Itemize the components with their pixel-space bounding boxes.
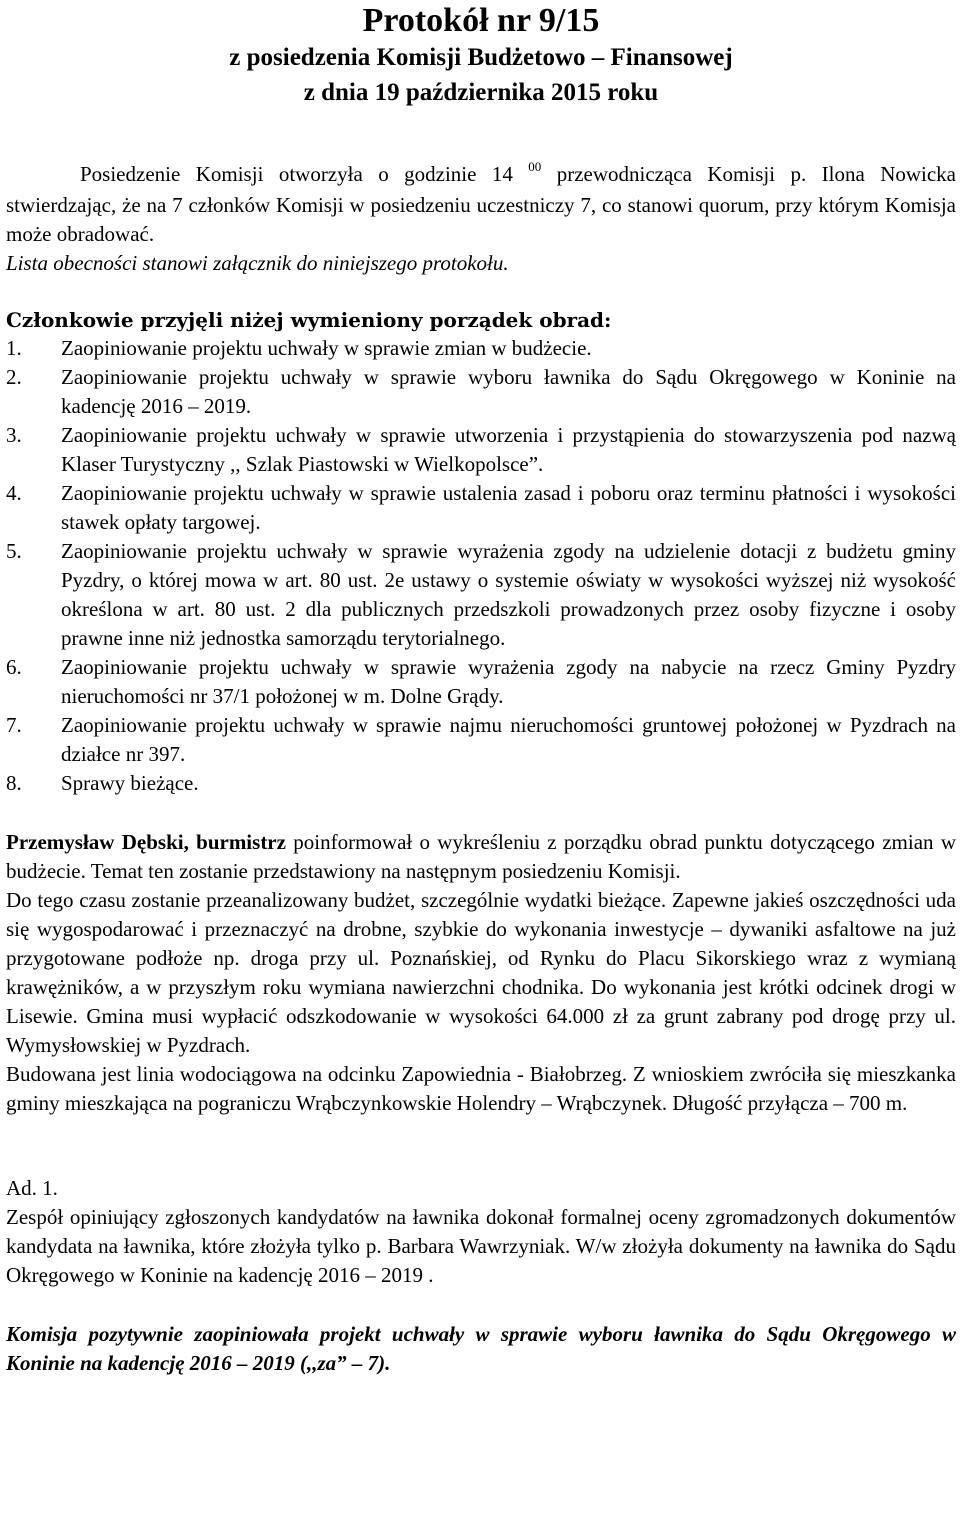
- speaker-name: Przemysław Dębski, burmistrz: [6, 830, 286, 854]
- agenda-item: [6, 537, 956, 653]
- agenda-item: [6, 363, 956, 421]
- agenda-item: [6, 769, 956, 798]
- agenda-item: [6, 421, 956, 479]
- agenda-item: [6, 711, 956, 769]
- agenda-item-number: 8.: [6, 771, 22, 795]
- agenda-item-text: Zaopiniowanie projektu uchwały w sprawie ustalenia zasad i poboru oraz terminu płatności i wysokości stawek opłaty targowej.: [61, 481, 956, 534]
- document-page: [6, 0, 956, 1378]
- ad1-resolution: Komisja pozytywnie zaopiniowała projekt uchwały w sprawie wyboru ławnika do Sądu Okręgowego w Koninie na kadencję 2016 – 2019 (,,za” – 7).: [6, 1322, 956, 1375]
- document-subtitle-date: z dnia 19 października 2015 roku: [303, 79, 659, 106]
- ad1-paragraph: Zespół opiniujący zgłoszonych kandydatów na ławnika dokonał formalnej oceny zgromadzonych dokumentów kandydata na ławnika, które złożyła tylko p. Barbara Wawrzyniak. W/w złożyła dokumenty na ławnika do Sądu Okręgowego w Koninie na kadencję 2016 – 2019 .: [6, 1205, 956, 1287]
- agenda-item-text: Zaopiniowanie projektu uchwały w sprawie wyboru ławnika do Sądu Okręgowego w Koninie na kadencję 2016 – 2019.: [61, 365, 956, 418]
- agenda-item-number: 6.: [6, 655, 22, 679]
- agenda-heading: Członkowie przyjęli niżej wymieniony porządek obrad:: [6, 308, 612, 332]
- opening-text-part2: przewodnicząca Komisji p. Ilona Nowicka stwierdzając, że na 7 członków Komisji w posiedzeniu uczestniczy 7, co stanowi quorum, przy którym Komisja może obradować.: [6, 162, 956, 246]
- document-title: Protokół nr 9/15: [362, 2, 600, 39]
- agenda-item-text: Zaopiniowanie projektu uchwały w sprawie zmian w budżecie.: [61, 336, 592, 360]
- opening-paragraph: [6, 160, 956, 249]
- agenda-item-text: Zaopiniowanie projektu uchwały w sprawie najmu nieruchomości gruntowej położonej w Pyzdrach na działce nr 397.: [61, 713, 956, 766]
- time-superscript: 00: [528, 159, 542, 174]
- budget-analysis-paragraph: Do tego czasu zostanie przeanalizowany budżet, szczególnie wydatki bieżące. Zapewne jakieś oszczędności uda się wygospodarować i przeznaczyć na drobne, szybkie do wykonania inwestycje – dywaniki asfaltowe na już przygotowane podłoże np. droga przy ul. Poznańskiej, od Rynku do Placu Sikorskiego wraz z wymianą krawężników, a w przyszłym roku wymiana nawierzchni chodnika. Do wykonania jest krótki odcinek drogi w Lisewie. Gmina musi wypłacić odszkodowanie w wysokości 64.000 zł za grunt zabrany pod drogę przy ul. Wymysłowskiej w Pyzdrach.: [6, 888, 956, 1057]
- mayor-statement-paragraph: [6, 828, 956, 886]
- agenda-list: [6, 334, 956, 798]
- agenda-item-number: 7.: [6, 713, 22, 737]
- ad1-heading: Ad. 1.: [6, 1176, 58, 1200]
- agenda-item-number: 4.: [6, 481, 22, 505]
- agenda-item-text: Zaopiniowanie projektu uchwały w sprawie wyrażenia zgody na nabycie na rzecz Gminy Pyzdry nieruchomości nr 37/1 położonej w m. Dolne Grądy.: [61, 655, 956, 708]
- agenda-item-number: 2.: [6, 365, 22, 389]
- agenda-item-number: 5.: [6, 539, 22, 563]
- agenda-item-number: 3.: [6, 423, 22, 447]
- agenda-item: [6, 479, 956, 537]
- agenda-item-number: 1.: [6, 336, 22, 360]
- attendance-note: Lista obecności stanowi załącznik do niniejszego protokołu.: [6, 251, 509, 275]
- agenda-item-text: Sprawy bieżące.: [61, 771, 199, 795]
- document-subtitle-committee: z posiedzenia Komisji Budżetowo – Finansowej: [229, 44, 733, 71]
- water-pipeline-paragraph: Budowana jest linia wodociągowa na odcinku Zapowiednia - Białobrzeg. Z wnioskiem zwróciła się mieszkanka gminy mieszkająca na pograniczu Wrąbczynkowskie Holendry – Wrąbczynek. Długość przyłącza – 700 m.: [6, 1062, 956, 1115]
- agenda-item-text: Zaopiniowanie projektu uchwały w sprawie utworzenia i przystąpienia do stowarzyszenia pod nazwą Klaser Turystyczny ,, Szlak Piastowski w Wielkopolsce”.: [61, 423, 956, 476]
- opening-text-part1: Posiedzenie Komisji otworzyła o godzinie 14: [80, 162, 513, 186]
- agenda-item-text: Zaopiniowanie projektu uchwały w sprawie wyrażenia zgody na udzielenie dotacji z budżetu gminy Pyzdry, o której mowa w art. 80 ust. 2e ustawy o systemie oświaty w wysokości wyższej niż wysokość określona w art. 80 ust. 2 dla publicznych przedszkoli prowadzonych przez osoby fizyczne i osoby prawne inne niż jednostka samorządu terytorialnego.: [61, 539, 956, 650]
- agenda-item: [6, 653, 956, 711]
- agenda-item: [6, 334, 956, 363]
- mayor-statement-text: poinformował o wykreśleniu z porządku obrad punktu dotyczącego zmian w budżecie. Temat ten zostanie przedstawiony na następnym posiedzeniu Komisji.: [6, 830, 956, 883]
